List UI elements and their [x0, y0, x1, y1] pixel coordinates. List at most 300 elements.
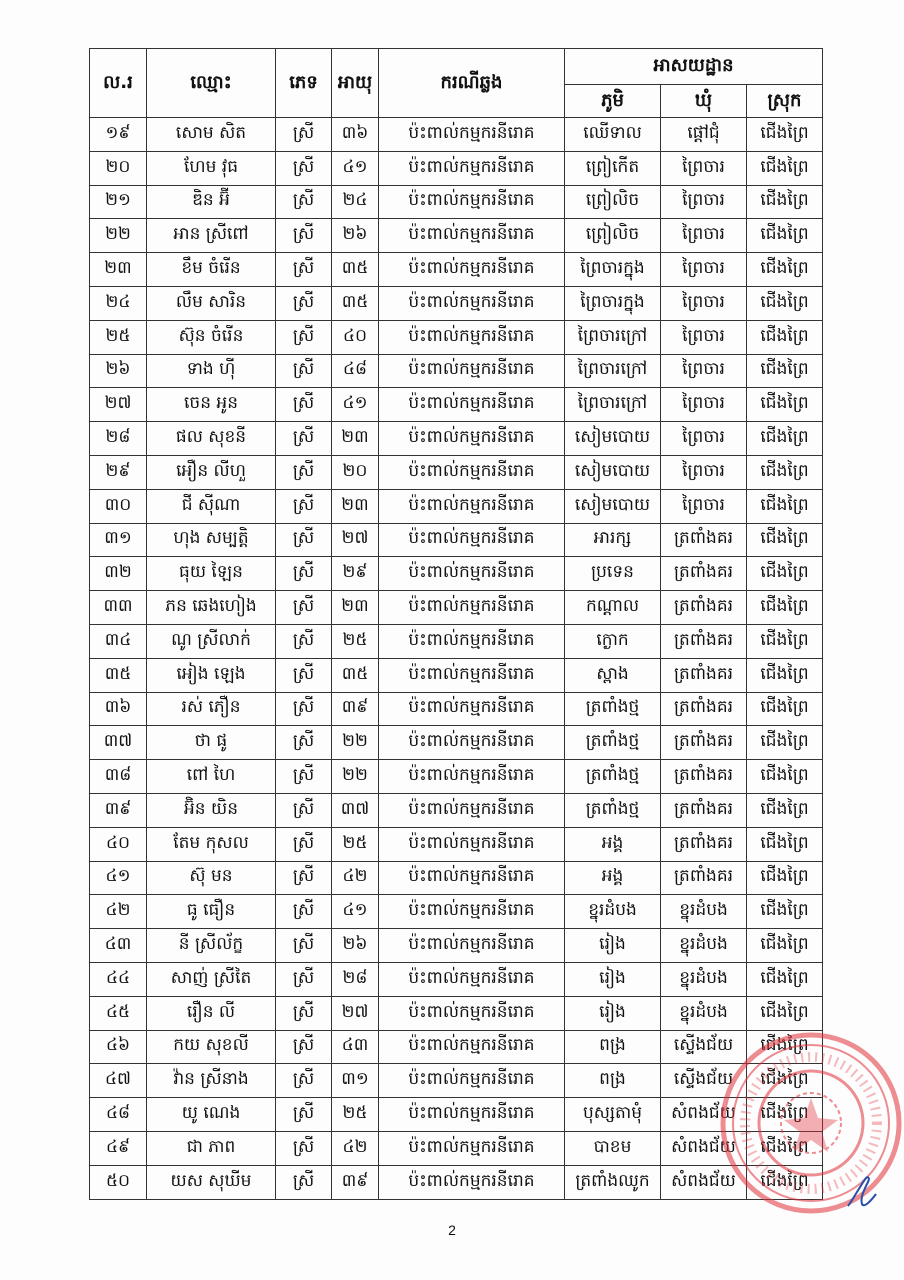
- cell-sex: ស្រី: [276, 286, 332, 320]
- cell-village: សៀមបោយ: [565, 489, 661, 523]
- header-address: អាសយដ្ឋាន: [565, 49, 823, 85]
- cell-commune: ព្រៃចារ: [661, 185, 747, 219]
- cell-sex: ស្រី: [276, 185, 332, 219]
- cell-case: ប៉ះពាល់កម្មករនីរោគ: [379, 523, 565, 557]
- cell-name: រឿន លី: [147, 996, 276, 1030]
- cell-sex: ស្រី: [276, 1064, 332, 1098]
- cell-case: ប៉ះពាល់កម្មករនីរោគ: [379, 1131, 565, 1165]
- cell-commune: ព្រៃចារ: [661, 253, 747, 287]
- cell-sex: ស្រី: [276, 118, 332, 152]
- cell-village: សៀមបោយ: [565, 455, 661, 489]
- cell-district: ជើងព្រៃ: [747, 253, 823, 287]
- cell-village: រៀង: [565, 929, 661, 963]
- cell-commune: សំពងជ័យ: [661, 1131, 747, 1165]
- cell-age: ២៣: [332, 489, 379, 523]
- table-row: [90, 388, 823, 422]
- cell-no: ៣០: [90, 489, 147, 523]
- cell-sex: ស្រី: [276, 895, 332, 929]
- cell-district: ជើងព្រៃ: [747, 354, 823, 388]
- cell-name: យូ ណេង: [147, 1098, 276, 1132]
- cell-sex: ស្រី: [276, 726, 332, 760]
- cell-no: ៣៨: [90, 760, 147, 794]
- cell-case: ប៉ះពាល់កម្មករនីរោគ: [379, 185, 565, 219]
- cell-sex: ស្រី: [276, 1131, 332, 1165]
- cell-sex: ស្រី: [276, 388, 332, 422]
- cell-age: ៤០: [332, 320, 379, 354]
- cell-name: សាញ់ ស្រីតៃ: [147, 962, 276, 996]
- cell-commune: ត្រពាំងគរ: [661, 692, 747, 726]
- cell-sex: ស្រី: [276, 1098, 332, 1132]
- table-row: [90, 591, 823, 625]
- table-row: [90, 455, 823, 489]
- cell-name: ភន ឆេងហៀង: [147, 591, 276, 625]
- cell-no: ៤៤: [90, 962, 147, 996]
- cell-age: ២៩: [332, 557, 379, 591]
- cell-age: ៤១: [332, 151, 379, 185]
- cell-case: ប៉ះពាល់កម្មករនីរោគ: [379, 557, 565, 591]
- header-sex: ភេទ: [276, 49, 332, 118]
- cell-name: លឹម សារិន: [147, 286, 276, 320]
- cell-district: ជើងព្រៃ: [747, 1030, 823, 1064]
- cell-name: ចេន អូន: [147, 388, 276, 422]
- header-age: អាយុ: [332, 49, 379, 118]
- cell-no: ៣៥: [90, 658, 147, 692]
- cell-village: ឈើទាល: [565, 118, 661, 152]
- table-row: [90, 692, 823, 726]
- table-row: [90, 1165, 823, 1199]
- cell-name: ណូ ស្រីលាក់: [147, 624, 276, 658]
- cell-district: ជើងព្រៃ: [747, 557, 823, 591]
- cell-sex: ស្រី: [276, 591, 332, 625]
- cell-no: ២៤: [90, 286, 147, 320]
- table-row: [90, 760, 823, 794]
- cell-no: ២៣: [90, 253, 147, 287]
- cell-case: ប៉ះពាល់កម្មករនីរោគ: [379, 286, 565, 320]
- cell-district: ជើងព្រៃ: [747, 422, 823, 456]
- header-no: ល.រ: [90, 49, 147, 118]
- cell-district: ជើងព្រៃ: [747, 1131, 823, 1165]
- cell-case: ប៉ះពាល់កម្មករនីរោគ: [379, 1165, 565, 1199]
- cell-commune: ត្រពាំងគរ: [661, 726, 747, 760]
- cell-district: ជើងព្រៃ: [747, 523, 823, 557]
- cell-case: ប៉ះពាល់កម្មករនីរោគ: [379, 320, 565, 354]
- cell-district: ជើងព្រៃ: [747, 624, 823, 658]
- table-row: [90, 422, 823, 456]
- cell-no: ២៨: [90, 422, 147, 456]
- cell-no: ២០: [90, 151, 147, 185]
- cell-village: ក្ងោក: [565, 624, 661, 658]
- cell-name: នី ស្រីល័ក្ខ: [147, 929, 276, 963]
- cell-village: រៀង: [565, 962, 661, 996]
- cell-commune: សំពងជ័យ: [661, 1165, 747, 1199]
- cell-district: ជើងព្រៃ: [747, 760, 823, 794]
- cell-commune: ត្រពាំងគរ: [661, 658, 747, 692]
- cell-case: ប៉ះពាល់កម្មករនីរោគ: [379, 760, 565, 794]
- cell-sex: ស្រី: [276, 219, 332, 253]
- cell-no: ៤២: [90, 895, 147, 929]
- cell-sex: ស្រី: [276, 557, 332, 591]
- table-row: [90, 185, 823, 219]
- cell-name: កយ សុខលី: [147, 1030, 276, 1064]
- cell-case: ប៉ះពាល់កម្មករនីរោគ: [379, 1098, 565, 1132]
- header-case: ករណីឆ្លង: [379, 49, 565, 118]
- cell-case: ប៉ះពាល់កម្មករនីរោគ: [379, 118, 565, 152]
- cell-no: ២២: [90, 219, 147, 253]
- cell-commune: ត្រពាំងគរ: [661, 557, 747, 591]
- header-village: ភូមិ: [565, 85, 661, 118]
- cell-commune: ខ្នុរដំបង: [661, 996, 747, 1030]
- cell-no: ៤៥: [90, 996, 147, 1030]
- table-row: [90, 489, 823, 523]
- table-row: [90, 320, 823, 354]
- cell-age: ២៥: [332, 827, 379, 861]
- cell-age: ២៥: [332, 624, 379, 658]
- cell-no: ៣៦: [90, 692, 147, 726]
- cell-commune: ត្រពាំងគរ: [661, 827, 747, 861]
- cell-age: ២៥: [332, 1098, 379, 1132]
- cell-village: ព្រៀលិច: [565, 185, 661, 219]
- cell-village: ព្រៃចារក្នុង: [565, 286, 661, 320]
- cell-name: ធូ ធឿន: [147, 895, 276, 929]
- cell-commune: ខ្នុរដំបង: [661, 895, 747, 929]
- cell-sex: ស្រី: [276, 962, 332, 996]
- cell-village: អង្គ: [565, 861, 661, 895]
- cell-name: ហែម វុធ: [147, 151, 276, 185]
- cell-commune: ព្រៃចារ: [661, 455, 747, 489]
- cell-case: ប៉ះពាល់កម្មករនីរោគ: [379, 726, 565, 760]
- cell-age: ៣៥: [332, 658, 379, 692]
- cell-no: ១៩: [90, 118, 147, 152]
- cell-commune: ត្រពាំងគរ: [661, 591, 747, 625]
- cell-no: ២៦: [90, 354, 147, 388]
- cell-no: ៣៩: [90, 793, 147, 827]
- cell-name: ស៊ុន ចំរើន: [147, 320, 276, 354]
- cell-case: ប៉ះពាល់កម្មករនីរោគ: [379, 624, 565, 658]
- cell-case: ប៉ះពាល់កម្មករនីរោគ: [379, 219, 565, 253]
- cell-no: ៣៧: [90, 726, 147, 760]
- cell-sex: ស្រី: [276, 658, 332, 692]
- table-row: [90, 1030, 823, 1064]
- cell-name: វ៉ាន ស្រីនាង: [147, 1064, 276, 1098]
- table-row: [90, 793, 823, 827]
- cell-no: ២១: [90, 185, 147, 219]
- table-row: [90, 861, 823, 895]
- cell-village: ត្រពាំងថ្ម: [565, 760, 661, 794]
- cell-case: ប៉ះពាល់កម្មករនីរោគ: [379, 422, 565, 456]
- cell-village: ព្រៃចារក្រៅ: [565, 388, 661, 422]
- cell-commune: ត្រពាំងគរ: [661, 624, 747, 658]
- cell-age: ៣៩: [332, 1165, 379, 1199]
- cell-village: ត្រពាំងថ្ម: [565, 793, 661, 827]
- cell-case: ប៉ះពាល់កម្មករនីរោគ: [379, 489, 565, 523]
- cell-case: ប៉ះពាល់កម្មករនីរោគ: [379, 861, 565, 895]
- cell-commune: ព្រៃចារ: [661, 286, 747, 320]
- cell-age: ២៣: [332, 591, 379, 625]
- cell-no: ៣៣: [90, 591, 147, 625]
- cell-no: ៤០: [90, 827, 147, 861]
- table-row: [90, 827, 823, 861]
- cell-case: ប៉ះពាល់កម្មករនីរោគ: [379, 692, 565, 726]
- cell-commune: ស្ទើងជ័យ: [661, 1030, 747, 1064]
- cell-case: ប៉ះពាល់កម្មករនីរោគ: [379, 1064, 565, 1098]
- table-row: [90, 1064, 823, 1098]
- table-row: [90, 118, 823, 152]
- cell-village: ព្រៀលិច: [565, 219, 661, 253]
- cell-sex: ស្រី: [276, 253, 332, 287]
- cell-sex: ស្រី: [276, 760, 332, 794]
- cell-sex: ស្រី: [276, 692, 332, 726]
- cell-age: ២៧: [332, 523, 379, 557]
- table-row: [90, 253, 823, 287]
- cell-age: ២០: [332, 455, 379, 489]
- cell-age: ៤៣: [332, 1030, 379, 1064]
- cell-age: ២៨: [332, 962, 379, 996]
- cell-name: ស៊ុ មន: [147, 861, 276, 895]
- cell-name: ហុង សម្បត្តិ: [147, 523, 276, 557]
- cell-sex: ស្រី: [276, 489, 332, 523]
- cell-age: ៣៦: [332, 118, 379, 152]
- cell-district: ជើងព្រៃ: [747, 1064, 823, 1098]
- signature-mark: [842, 1172, 882, 1212]
- table-row: [90, 523, 823, 557]
- cell-commune: ព្រៃចារ: [661, 354, 747, 388]
- cell-age: ៣៩: [332, 692, 379, 726]
- cell-case: ប៉ះពាល់កម្មករនីរោគ: [379, 929, 565, 963]
- cell-sex: ស្រី: [276, 455, 332, 489]
- cell-no: ៤៩: [90, 1131, 147, 1165]
- table-row: [90, 286, 823, 320]
- cell-name: អ៊ិន យិន: [147, 793, 276, 827]
- table-row: [90, 1098, 823, 1132]
- table-body: [90, 118, 823, 1200]
- cell-district: ជើងព្រៃ: [747, 151, 823, 185]
- cell-district: ជើងព្រៃ: [747, 1098, 823, 1132]
- cell-district: ជើងព្រៃ: [747, 658, 823, 692]
- cell-commune: ផ្ដៅជុំ: [661, 118, 747, 152]
- cell-district: ជើងព្រៃ: [747, 118, 823, 152]
- cell-sex: ស្រី: [276, 624, 332, 658]
- cell-sex: ស្រី: [276, 827, 332, 861]
- cell-commune: ព្រៃចារ: [661, 151, 747, 185]
- cell-name: ឌិន អ៊ី: [147, 185, 276, 219]
- table-row: [90, 996, 823, 1030]
- cell-village: ព្រៀកើត: [565, 151, 661, 185]
- cell-case: ប៉ះពាល់កម្មករនីរោគ: [379, 827, 565, 861]
- cell-district: ជើងព្រៃ: [747, 692, 823, 726]
- cell-age: ៣១: [332, 1064, 379, 1098]
- cell-sex: ស្រី: [276, 151, 332, 185]
- cell-sex: ស្រី: [276, 523, 332, 557]
- cell-district: ជើងព្រៃ: [747, 489, 823, 523]
- cell-name: ទាង ហ៊ី: [147, 354, 276, 388]
- cell-commune: ខ្នុរដំបង: [661, 929, 747, 963]
- cell-name: ថា ផូ: [147, 726, 276, 760]
- cell-district: ជើងព្រៃ: [747, 1165, 823, 1199]
- cell-age: ២៤: [332, 185, 379, 219]
- cell-case: ប៉ះពាល់កម្មករនីរោគ: [379, 253, 565, 287]
- table-row: [90, 962, 823, 996]
- cell-village: ត្រពាំងឈូក: [565, 1165, 661, 1199]
- cell-sex: ស្រី: [276, 320, 332, 354]
- cell-commune: ខ្នុរដំបង: [661, 962, 747, 996]
- cell-name: អៀង ឡេង: [147, 658, 276, 692]
- cell-village: ត្រពាំងថ្ម: [565, 726, 661, 760]
- cell-district: ជើងព្រៃ: [747, 861, 823, 895]
- cell-case: ប៉ះពាល់កម្មករនីរោគ: [379, 455, 565, 489]
- cell-name: ពៅ ហៃ: [147, 760, 276, 794]
- cell-village: ព្រៃចារក្នុង: [565, 253, 661, 287]
- cell-district: ជើងព្រៃ: [747, 962, 823, 996]
- cell-case: ប៉ះពាល់កម្មករនីរោគ: [379, 1030, 565, 1064]
- cell-village: ត្រពាំងថ្ម: [565, 692, 661, 726]
- table-row: [90, 624, 823, 658]
- cell-district: ជើងព្រៃ: [747, 455, 823, 489]
- cell-age: ២៣: [332, 422, 379, 456]
- cell-name: អាន ស្រីពៅ: [147, 219, 276, 253]
- cell-district: ជើងព្រៃ: [747, 895, 823, 929]
- cell-sex: ស្រី: [276, 1165, 332, 1199]
- cell-village: ព្រៃចារក្រៅ: [565, 354, 661, 388]
- cell-village: សៀមបោយ: [565, 422, 661, 456]
- cell-age: ២២: [332, 726, 379, 760]
- cell-name: សោម សិត: [147, 118, 276, 152]
- cell-commune: ព្រៃចារ: [661, 422, 747, 456]
- cell-district: ជើងព្រៃ: [747, 929, 823, 963]
- table-row: [90, 658, 823, 692]
- header-name: ឈ្មោះ: [147, 49, 276, 118]
- cell-no: ៤៨: [90, 1098, 147, 1132]
- cell-district: ជើងព្រៃ: [747, 591, 823, 625]
- table-row: [90, 929, 823, 963]
- cell-sex: ស្រី: [276, 1030, 332, 1064]
- cell-age: ២២: [332, 760, 379, 794]
- cell-village: អង្គ: [565, 827, 661, 861]
- cell-village: ពង្រ: [565, 1030, 661, 1064]
- cell-village: ខ្នុរដំបង: [565, 895, 661, 929]
- cell-sex: ស្រី: [276, 422, 332, 456]
- cell-no: ៤៦: [90, 1030, 147, 1064]
- cell-age: ២៧: [332, 996, 379, 1030]
- table-row: [90, 557, 823, 591]
- cell-no: ៣១: [90, 523, 147, 557]
- cell-no: ៥០: [90, 1165, 147, 1199]
- cell-age: ៣៥: [332, 253, 379, 287]
- cell-case: ប៉ះពាល់កម្មករនីរោគ: [379, 658, 565, 692]
- cell-age: ៣៧: [332, 793, 379, 827]
- cell-age: ៤២: [332, 861, 379, 895]
- cell-district: ជើងព្រៃ: [747, 388, 823, 422]
- cell-age: ៤៨: [332, 354, 379, 388]
- cell-village: ប្រទេន: [565, 557, 661, 591]
- cell-age: ៤១: [332, 388, 379, 422]
- cell-no: ២៥: [90, 320, 147, 354]
- cell-case: ប៉ះពាល់កម្មករនីរោគ: [379, 793, 565, 827]
- cell-district: ជើងព្រៃ: [747, 286, 823, 320]
- cell-sex: ស្រី: [276, 793, 332, 827]
- cell-sex: ស្រី: [276, 929, 332, 963]
- cell-age: ៣៥: [332, 286, 379, 320]
- cell-name: ជា ភាព: [147, 1131, 276, 1165]
- cell-case: ប៉ះពាល់កម្មករនីរោគ: [379, 895, 565, 929]
- cell-no: ២៧: [90, 388, 147, 422]
- cell-district: ជើងព្រៃ: [747, 793, 823, 827]
- cell-commune: ព្រៃចារ: [661, 388, 747, 422]
- cell-district: ជើងព្រៃ: [747, 185, 823, 219]
- cell-name: យស សុឃីម: [147, 1165, 276, 1199]
- cell-case: ប៉ះពាល់កម្មករនីរោគ: [379, 996, 565, 1030]
- cell-name: តែម កុសល: [147, 827, 276, 861]
- cell-case: ប៉ះពាល់កម្មករនីរោគ: [379, 591, 565, 625]
- cell-name: ខឹម ចំរើន: [147, 253, 276, 287]
- cell-commune: ត្រពាំងគរ: [661, 523, 747, 557]
- table-row: [90, 895, 823, 929]
- cell-commune: ព្រៃចារ: [661, 320, 747, 354]
- cell-district: ជើងព្រៃ: [747, 827, 823, 861]
- cell-commune: ត្រពាំងគរ: [661, 760, 747, 794]
- table-row: [90, 1131, 823, 1165]
- cell-district: ជើងព្រៃ: [747, 996, 823, 1030]
- cell-case: ប៉ះពាល់កម្មករនីរោគ: [379, 354, 565, 388]
- cell-name: ជី ស៊ីណា: [147, 489, 276, 523]
- cell-sex: ស្រី: [276, 354, 332, 388]
- cell-commune: សំពងជ័យ: [661, 1098, 747, 1132]
- cell-district: ជើងព្រៃ: [747, 219, 823, 253]
- header-commune: ឃុំ: [661, 85, 747, 118]
- cell-village: បាខម: [565, 1131, 661, 1165]
- cell-village: រៀង: [565, 996, 661, 1030]
- cell-name: រស់ ភឿន: [147, 692, 276, 726]
- cell-commune: ព្រៃចារ: [661, 219, 747, 253]
- cell-name: អឿន លីហួ: [147, 455, 276, 489]
- cell-age: ៤១: [332, 895, 379, 929]
- cell-commune: ត្រពាំងគរ: [661, 793, 747, 827]
- cell-age: ៤២: [332, 1131, 379, 1165]
- cell-village: អារក្ស: [565, 523, 661, 557]
- cell-no: ៣២: [90, 557, 147, 591]
- cell-no: ៤៧: [90, 1064, 147, 1098]
- cell-district: ជើងព្រៃ: [747, 726, 823, 760]
- cell-no: ២៩: [90, 455, 147, 489]
- cell-case: ប៉ះពាល់កម្មករនីរោគ: [379, 388, 565, 422]
- cell-commune: ស្ទើងជ័យ: [661, 1064, 747, 1098]
- cell-case: ប៉ះពាល់កម្មករនីរោគ: [379, 151, 565, 185]
- cell-commune: ព្រៃចារ: [661, 489, 747, 523]
- cell-village: ព្រៃចារក្រៅ: [565, 320, 661, 354]
- table-row: [90, 354, 823, 388]
- table-row: [90, 151, 823, 185]
- header-district: ស្រុក: [747, 85, 823, 118]
- cell-sex: ស្រី: [276, 996, 332, 1030]
- table-row: [90, 219, 823, 253]
- cell-name: ផល សុខនី: [147, 422, 276, 456]
- cell-age: ២៦: [332, 219, 379, 253]
- cell-district: ជើងព្រៃ: [747, 320, 823, 354]
- cell-no: ៣៤: [90, 624, 147, 658]
- case-list-table: [89, 48, 823, 1200]
- cell-name: ធុយ ឡៃន: [147, 557, 276, 591]
- cell-village: ពង្រ: [565, 1064, 661, 1098]
- cell-sex: ស្រី: [276, 861, 332, 895]
- cell-village: កណ្ដាល: [565, 591, 661, 625]
- cell-commune: ត្រពាំងគរ: [661, 861, 747, 895]
- cell-village: បុស្សតាមុំ: [565, 1098, 661, 1132]
- cell-age: ២៦: [332, 929, 379, 963]
- cell-case: ប៉ះពាល់កម្មករនីរោគ: [379, 962, 565, 996]
- cell-no: ៤១: [90, 861, 147, 895]
- cell-village: ស្ពាង: [565, 658, 661, 692]
- table-row: [90, 726, 823, 760]
- page-number: 2: [448, 1222, 456, 1238]
